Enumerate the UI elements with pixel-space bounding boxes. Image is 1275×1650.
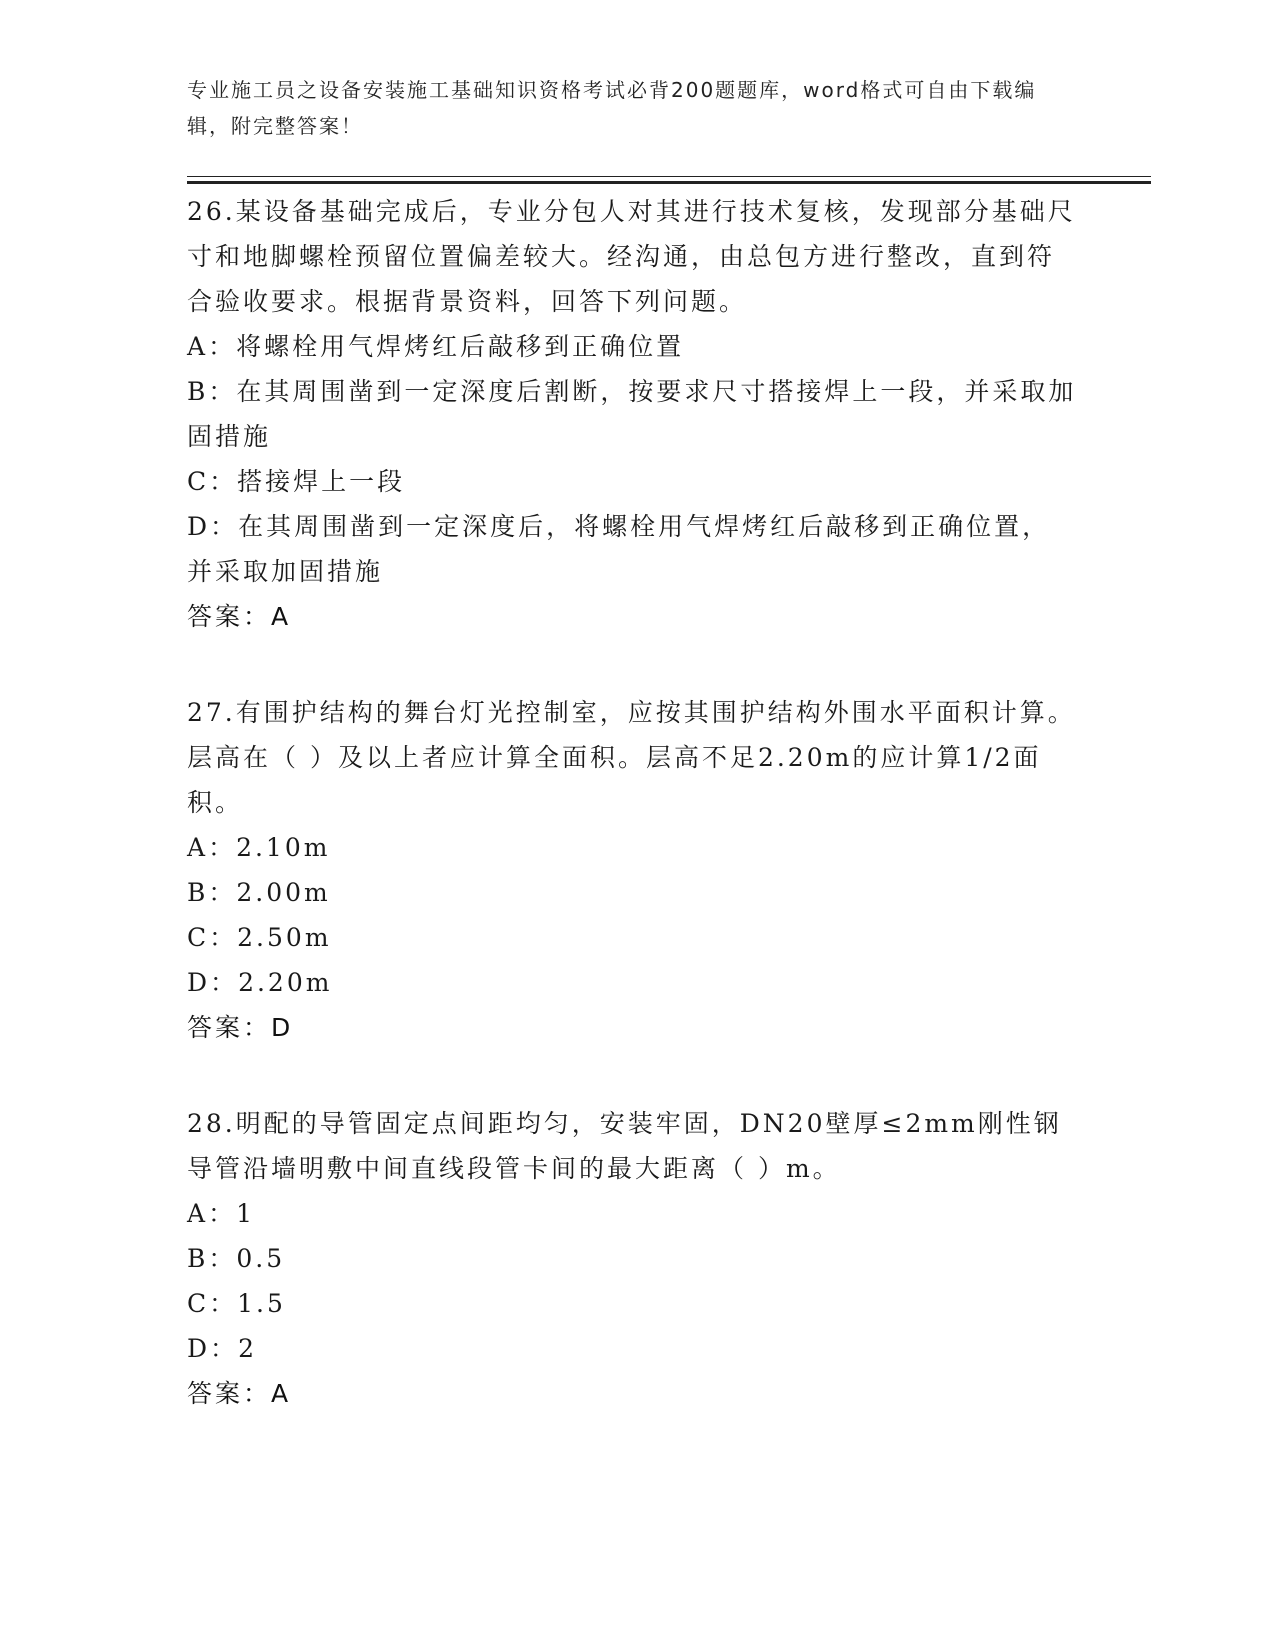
header-divider-thin [187, 176, 1151, 177]
option-c: C：搭接焊上一段 [187, 467, 406, 496]
option-d: D：在其周围凿到一定深度后，将螺栓用气焊烤红后敲移到正确位置，并采取加固措施 [187, 512, 1051, 586]
question-stem: 27.有围护结构的舞台灯光控制室，应按其围护结构外围水平面积计算。层高在（ ）及以上者应计算全面积。层高不足2.20m的应计算1/2面积。 [187, 698, 1076, 817]
option-d: D：2 [187, 1334, 257, 1363]
header-divider-thick [187, 181, 1151, 184]
question-stem: 26.某设备基础完成后，专业分包人对其进行技术复核，发现部分基础尺寸和地脚螺栓预留位置偏差较大。经沟通，由总包方进行整改，直到符合验收要求。根据背景资料，回答下列问题。 [187, 197, 1076, 316]
answer-line: 答案：A [187, 602, 292, 631]
option-a: A：1 [187, 1199, 255, 1228]
option-a: A：2.10m [187, 833, 331, 862]
question-26 [187, 189, 1077, 639]
question-28 [187, 1101, 1077, 1416]
document-header [187, 72, 1067, 144]
answer-line: 答案：D [187, 1013, 294, 1042]
option-c: C：1.5 [187, 1289, 286, 1318]
option-b: B：在其周围凿到一定深度后割断，按要求尺寸搭接焊上一段，并采取加固措施 [187, 377, 1077, 451]
header-text: 专业施工员之设备安装施工基础知识资格考试必背200题题库，word格式可自由下载编辑，附完整答案！ [187, 78, 1037, 138]
question-stem: 28.明配的导管固定点间距均匀，安装牢固，DN20壁厚≤2mm刚性钢导管沿墙明敷中间直线段管卡间的最大距离（ ）m。 [187, 1109, 1062, 1183]
option-b: B：2.00m [187, 878, 331, 907]
answer-line: 答案：A [187, 1379, 292, 1408]
option-c: C：2.50m [187, 923, 332, 952]
option-a: A：将螺栓用气焊烤红后敲移到正确位置 [187, 332, 685, 361]
option-b: B：0.5 [187, 1244, 286, 1273]
question-27 [187, 690, 1077, 1050]
option-d: D：2.20m [187, 968, 333, 997]
